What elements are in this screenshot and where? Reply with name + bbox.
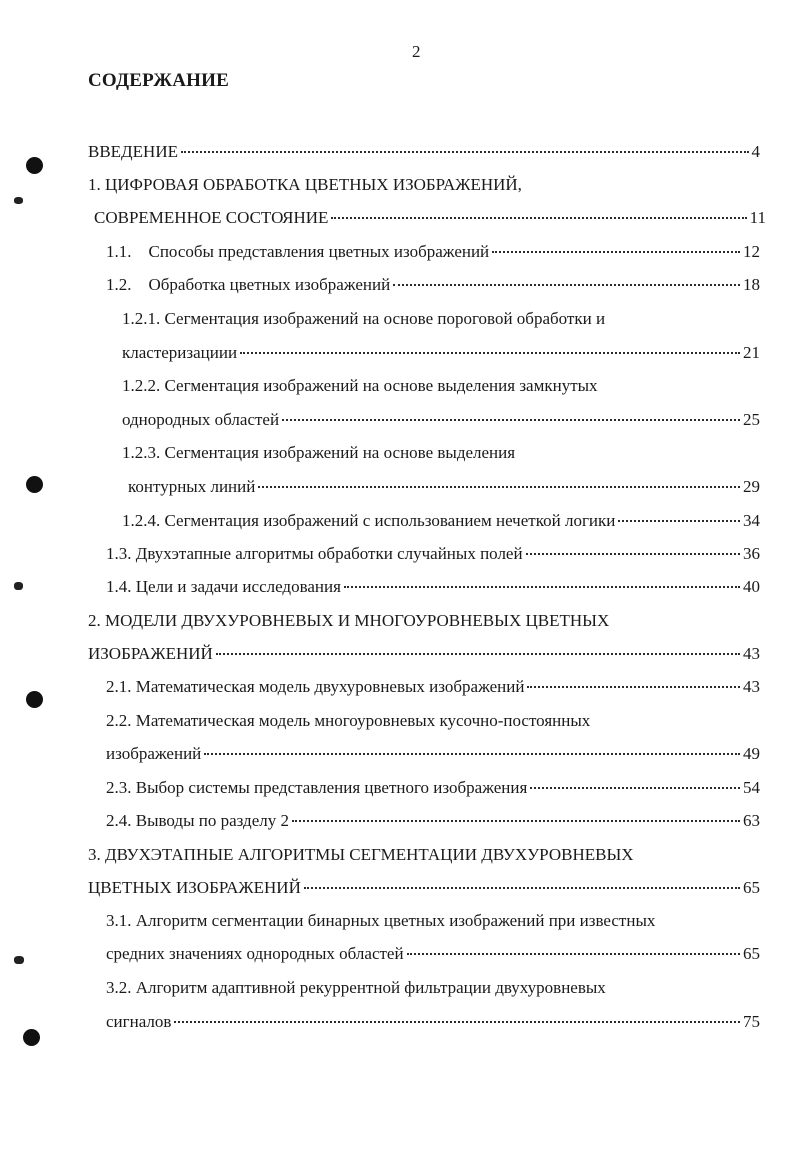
toc-entry-1-2-4 xyxy=(122,511,760,531)
leader-dots xyxy=(527,686,740,688)
scan-speck xyxy=(14,197,23,204)
toc-entry-chapter-1-line-2 xyxy=(94,208,766,228)
toc-entry-title: ИЗОБРАЖЕНИЙ xyxy=(88,644,213,663)
leader-dots xyxy=(174,1021,740,1023)
leader-dots xyxy=(492,251,740,253)
binder-hole xyxy=(26,476,43,493)
toc-entry-3-1-line-1: 3.1. Алгоритм сегментации бинарных цветных изображений при известных xyxy=(106,911,656,930)
toc-entry-1-2-1-line-1: 1.2.1. Сегментация изображений на основе пороговой обработки и xyxy=(122,309,606,328)
toc-entry-1-2-2-line-1: 1.2.2. Сегментация изображений на основе выделения замкнутых xyxy=(122,376,598,395)
scan-speck xyxy=(14,582,23,590)
toc-entry-introduction xyxy=(88,142,760,162)
toc-entry-title: изображений xyxy=(106,744,202,763)
leader-dots xyxy=(292,820,740,822)
leader-dots xyxy=(204,753,740,755)
toc-entry-page: 43 xyxy=(743,677,760,696)
toc-entry-page: 34 xyxy=(743,511,760,530)
toc-entry-3-2-line-1: 3.2. Алгоритм адаптивной рекуррентной фильтрации двухуровневых xyxy=(106,978,606,997)
toc-entry-page: 21 xyxy=(743,343,760,362)
toc-entry-chapter-3-line-1: 3. ДВУХЭТАПНЫЕ АЛГОРИТМЫ СЕГМЕНТАЦИИ ДВУХУРОВНЕВЫХ xyxy=(88,845,634,864)
leader-dots xyxy=(618,520,740,522)
leader-dots xyxy=(258,486,740,488)
toc-entry-page: 4 xyxy=(751,142,760,161)
toc-entry-2-2-line-2 xyxy=(106,744,760,764)
toc-entry-page: 63 xyxy=(743,811,760,830)
leader-dots xyxy=(216,653,740,655)
toc-entry-2-3 xyxy=(106,778,760,798)
toc-entry-2-4 xyxy=(106,811,760,831)
binder-hole xyxy=(26,691,43,708)
page-number: 2 xyxy=(412,42,421,61)
toc-entry-page: 54 xyxy=(743,778,760,797)
toc-entry-page: 18 xyxy=(743,275,760,294)
toc-entry-title: 1.3. Двухэтапные алгоритмы обработки случайных полей xyxy=(106,544,523,563)
toc-entry-title: средних значениях однородных областей xyxy=(106,944,404,963)
leader-dots xyxy=(393,284,740,286)
toc-entry-page: 29 xyxy=(743,477,760,496)
toc-entry-title: 1.2. Обработка цветных изображений xyxy=(106,275,391,294)
toc-entry-title: 2.4. Выводы по разделу 2 xyxy=(106,811,289,830)
toc-entry-title: ВВЕДЕНИЕ xyxy=(88,142,178,161)
toc-entry-3-1-line-2 xyxy=(106,944,760,964)
toc-entry-chapter-2-line-1: 2. МОДЕЛИ ДВУХУРОВНЕВЫХ И МНОГОУРОВНЕВЫХ ЦВЕТНЫХ xyxy=(88,611,610,630)
toc-entry-1-1 xyxy=(106,242,760,262)
leader-dots xyxy=(344,586,740,588)
toc-entry-1-2-3-line-1: 1.2.3. Сегментация изображений на основе выделения xyxy=(122,443,516,462)
toc-entry-chapter-1-line-1: 1. ЦИФРОВАЯ ОБРАБОТКА ЦВЕТНЫХ ИЗОБРАЖЕНИЙ, xyxy=(88,175,522,194)
toc-heading: СОДЕРЖАНИЕ xyxy=(88,70,229,91)
toc-entry-1-3 xyxy=(106,544,760,564)
toc-entry-page: 75 xyxy=(743,1012,760,1031)
scan-speck xyxy=(14,956,24,964)
leader-dots xyxy=(240,352,740,354)
toc-entry-1-4 xyxy=(106,577,760,597)
toc-entry-chapter-3-line-2 xyxy=(88,878,760,898)
toc-entry-title: 1.2.4. Сегментация изображений с использованием нечеткой логики xyxy=(122,511,616,530)
toc-entry-1-2 xyxy=(106,275,760,295)
leader-dots xyxy=(407,953,740,955)
binder-hole xyxy=(26,157,43,174)
toc-entry-title: 1.4. Цели и задачи исследования xyxy=(106,577,341,596)
toc-entry-title: 2.1. Математическая модель двухуровневых изображений xyxy=(106,677,525,696)
toc-entry-page: 25 xyxy=(743,410,760,429)
toc-entry-page: 43 xyxy=(743,644,760,663)
leader-dots xyxy=(526,553,740,555)
toc-entry-page: 65 xyxy=(743,878,760,897)
toc-entry-page: 49 xyxy=(743,744,760,763)
toc-entry-1-2-1-line-2 xyxy=(122,343,760,363)
toc-entry-1-2-3-line-2 xyxy=(128,477,760,497)
toc-entry-1-2-2-line-2 xyxy=(122,410,760,430)
toc-entry-title: СОВРЕМЕННОЕ СОСТОЯНИЕ xyxy=(94,208,329,227)
toc-entry-title: кластеризациии xyxy=(122,343,238,362)
toc-entry-title: контурных линий xyxy=(128,477,256,496)
toc-entry-page: 65 xyxy=(743,944,760,963)
toc-entry-2-2-line-1: 2.2. Математическая модель многоуровневых кусочно-постоянных xyxy=(106,711,591,730)
toc-entry-page: 36 xyxy=(743,544,760,563)
leader-dots xyxy=(181,151,749,153)
toc-entry-2-1 xyxy=(106,677,760,697)
toc-entry-title: 2.3. Выбор системы представления цветного изображения xyxy=(106,778,528,797)
leader-dots xyxy=(304,887,740,889)
binder-hole xyxy=(23,1029,40,1046)
leader-dots xyxy=(282,419,740,421)
toc-entry-title: 1.1. Способы представления цветных изображений xyxy=(106,242,490,261)
toc-entry-title: ЦВЕТНЫХ ИЗОБРАЖЕНИЙ xyxy=(88,878,301,897)
toc-entry-chapter-2-line-2 xyxy=(88,644,760,664)
toc-entry-3-2-line-2 xyxy=(106,1012,760,1032)
toc-entry-page: 40 xyxy=(743,577,760,596)
toc-entry-title: однородных областей xyxy=(122,410,280,429)
leader-dots xyxy=(331,217,746,219)
toc-entry-title: сигналов xyxy=(106,1012,172,1031)
toc-entry-page: 11 xyxy=(749,208,766,227)
toc-entry-page: 12 xyxy=(743,242,760,261)
leader-dots xyxy=(530,787,740,789)
